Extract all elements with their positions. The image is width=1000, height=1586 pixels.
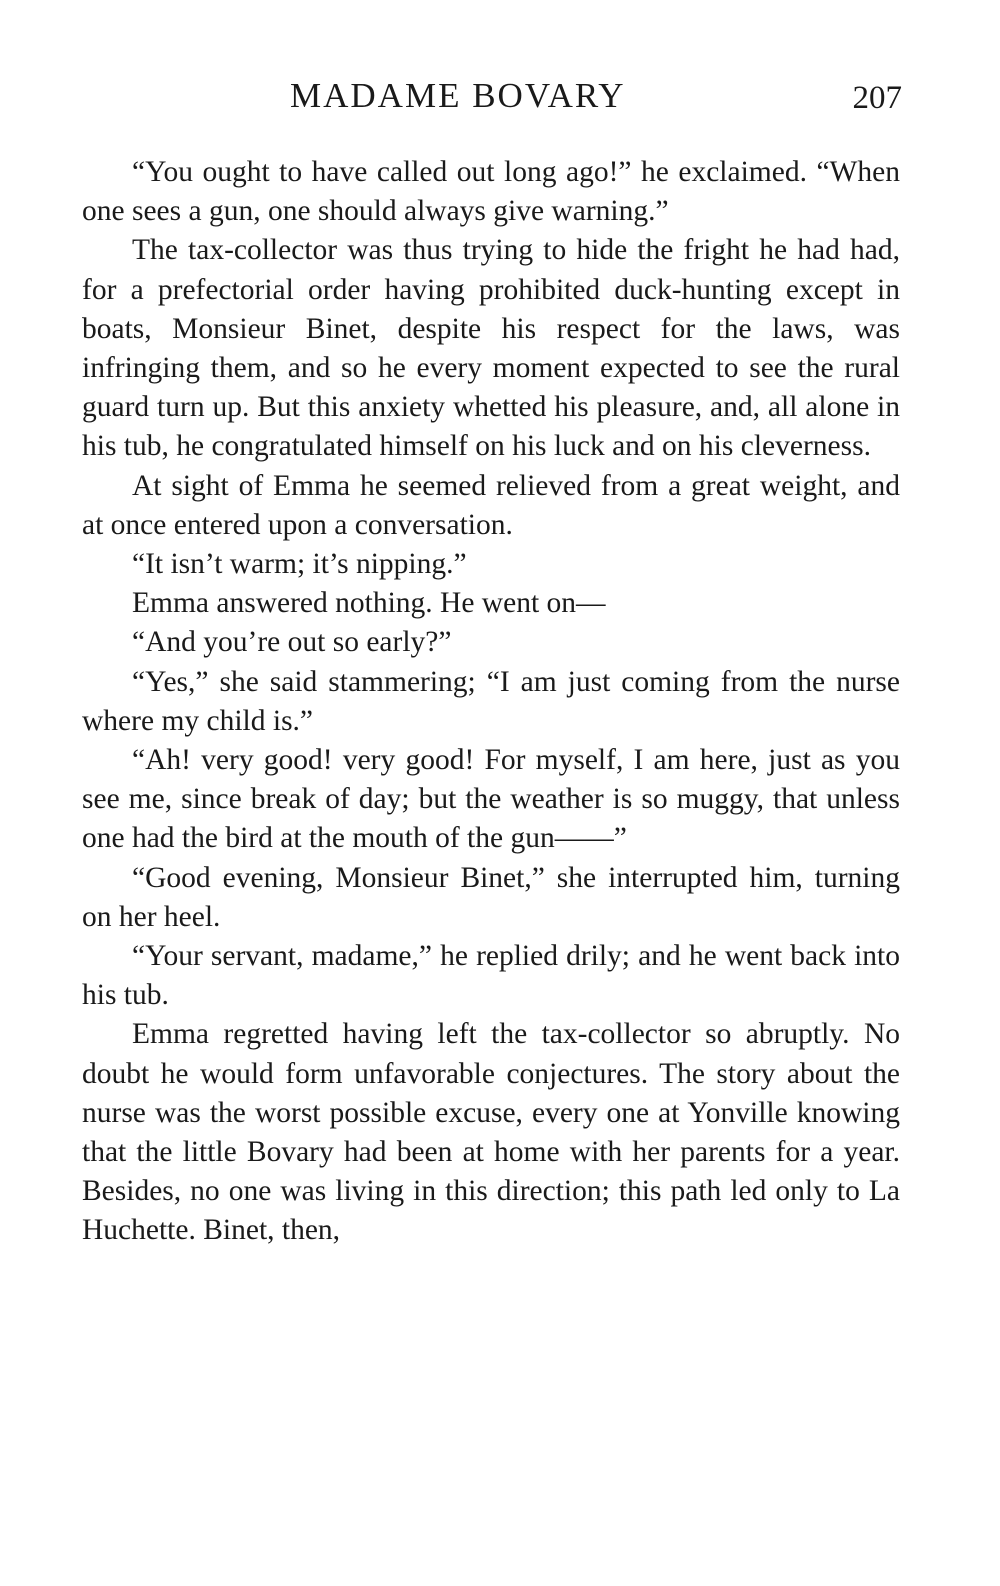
paragraph: “Yes,” she said stammering; “I am just coming from the nurse where my child is.”	[82, 665, 900, 737]
paragraph: “And you’re out so early?”	[132, 626, 452, 659]
page-number: 207	[852, 80, 902, 116]
body-text	[82, 153, 900, 1251]
paragraph: “It isn’t warm; it’s nipping.”	[132, 548, 467, 581]
paragraph: At sight of Emma he seemed relieved from a great weight, and at once entered upon a conversation.	[82, 469, 900, 541]
paragraph: “Good evening, Monsieur Binet,” she interrupted him, turning on her heel.	[82, 861, 900, 933]
paragraph: “You ought to have called out long ago!” he exclaimed. “When one sees a gun, one should always give warning.”	[82, 156, 900, 228]
paragraph: “Ah! very good! very good! For myself, I am here, just as you see me, since break of day; but the weather is so muggy, that unless one had the bird at the mouth of the gun——”	[82, 744, 900, 855]
paragraph: Emma regretted having left the tax-collector so abruptly. No doubt he would form unfavorable conjectures. The story about the nurse was the worst possible excuse, every one at Yonville knowing that the little Bovary had been at home with her parents for a year. Besides, no one was living in this direction; this path led only to La Huchette. Binet, then,	[82, 1018, 900, 1247]
running-title: MADAME BOVARY	[290, 76, 626, 115]
paragraph: The tax-collector was thus trying to hide the fright he had had, for a prefectorial order having prohibited duck-hunting except in boats, Monsieur Binet, despite his respect for the laws, was infringing them, and so he every moment expected to see the rural guard turn up. But this anxiety whetted his pleasure, and, all alone in his tub, he congratulated himself on his luck and on his cleverness.	[82, 234, 900, 463]
running-head	[0, 74, 1000, 118]
paragraph: Emma answered nothing. He went on—	[132, 587, 606, 620]
paragraph: “Your servant, madame,” he replied drily; and he went back into his tub.	[82, 940, 900, 1012]
